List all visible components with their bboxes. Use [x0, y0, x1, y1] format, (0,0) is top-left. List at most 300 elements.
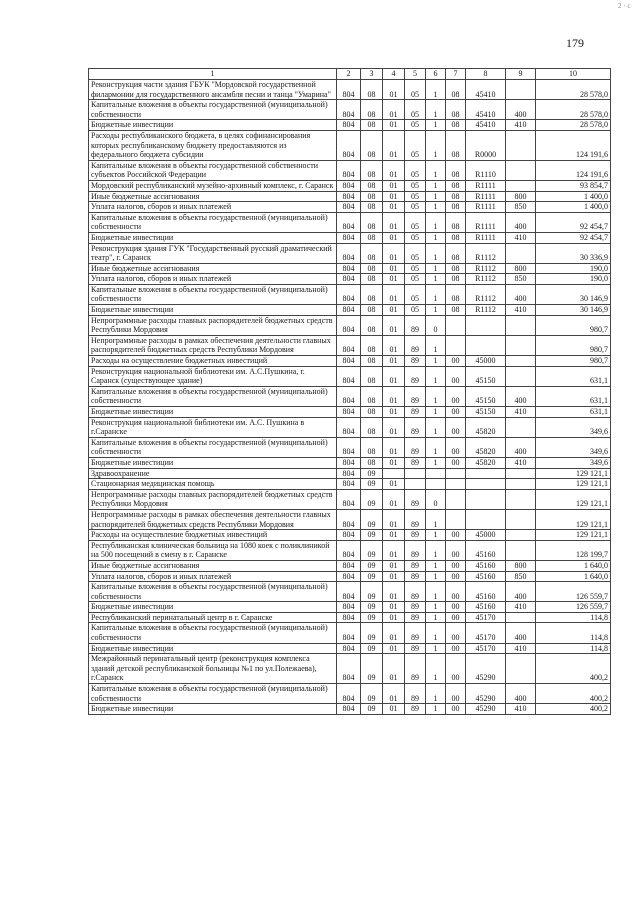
subprogram-code: 1 — [426, 386, 446, 406]
section-code: 08 — [361, 100, 383, 120]
expense-type-code: 400 — [506, 212, 536, 232]
grbs-code: 804 — [337, 530, 361, 541]
section-code: 09 — [361, 602, 383, 613]
program-code: 89 — [405, 704, 426, 715]
subsection-code: 01 — [383, 612, 405, 623]
row-description: Капитальные вложения в объекты государственной (муниципальной) собственности — [89, 212, 337, 232]
amount: 128 199,7 — [536, 540, 611, 560]
section-code: 09 — [361, 509, 383, 529]
direction-code: 08 — [446, 305, 466, 316]
direction-code: 08 — [446, 284, 466, 304]
subprogram-code: 1 — [426, 243, 446, 263]
row-description: Межрайонный перинатальный центр (реконструкция комплекса зданий детской республиканской больницы №1 по ул.Полежаева), г.Саранск — [89, 654, 337, 684]
amount: 114,8 — [536, 623, 611, 643]
expense-type-code — [506, 315, 536, 335]
expense-type-code: 410 — [506, 457, 536, 468]
table-row — [89, 284, 611, 304]
section-code: 08 — [361, 243, 383, 263]
table-row — [89, 612, 611, 623]
target-code: R1111 — [466, 202, 506, 213]
expense-type-code: 410 — [506, 120, 536, 131]
column-header: 10 — [536, 69, 611, 80]
subprogram-code: 1 — [426, 612, 446, 623]
program-code: 89 — [405, 386, 426, 406]
table-row — [89, 366, 611, 386]
program-code: 05 — [405, 191, 426, 202]
grbs-code: 804 — [337, 560, 361, 571]
row-description: Бюджетные инвестиции — [89, 232, 337, 243]
row-description: Расходы на осуществление бюджетных инвестиций — [89, 530, 337, 541]
direction-code: 08 — [446, 191, 466, 202]
program-code: 89 — [405, 654, 426, 684]
expense-type-code: 800 — [506, 263, 536, 274]
table-row — [89, 120, 611, 131]
program-code: 89 — [405, 356, 426, 367]
amount: 190,0 — [536, 263, 611, 274]
row-description: Расходы республиканского бюджета, в целях софинансирования которых республиканскому бюджету предоставляются из федерального бюджета субсидии — [89, 130, 337, 160]
subsection-code: 01 — [383, 530, 405, 541]
subsection-code: 01 — [383, 540, 405, 560]
direction-code: 00 — [446, 704, 466, 715]
subprogram-code: 0 — [426, 489, 446, 509]
subsection-code: 01 — [383, 509, 405, 529]
amount: 129 121,1 — [536, 509, 611, 529]
amount: 129 121,1 — [536, 468, 611, 479]
grbs-code: 804 — [337, 612, 361, 623]
section-code: 09 — [361, 530, 383, 541]
subsection-code: 01 — [383, 120, 405, 131]
row-description: Здравоохранение — [89, 468, 337, 479]
row-description: Уплата налогов, сборов и иных платежей — [89, 571, 337, 582]
subsection-code: 01 — [383, 479, 405, 490]
subsection-code: 01 — [383, 407, 405, 418]
program-code: 05 — [405, 80, 426, 100]
subprogram-code: 1 — [426, 560, 446, 571]
program-code: 89 — [405, 509, 426, 529]
grbs-code: 804 — [337, 202, 361, 213]
grbs-code: 804 — [337, 274, 361, 285]
grbs-code: 804 — [337, 386, 361, 406]
table-row — [89, 417, 611, 437]
program-code: 89 — [405, 582, 426, 602]
target-code — [466, 468, 506, 479]
subprogram-code: 1 — [426, 160, 446, 180]
budget-table — [88, 68, 611, 715]
section-code: 09 — [361, 654, 383, 684]
target-code: 45290 — [466, 704, 506, 715]
expense-type-code: 400 — [506, 284, 536, 304]
row-description: Бюджетные инвестиции — [89, 704, 337, 715]
grbs-code: 804 — [337, 509, 361, 529]
expense-type-code: 410 — [506, 232, 536, 243]
target-code: 45160 — [466, 602, 506, 613]
subprogram-code: 1 — [426, 274, 446, 285]
target-code: 45160 — [466, 540, 506, 560]
program-code: 05 — [405, 180, 426, 191]
program-code: 89 — [405, 571, 426, 582]
target-code: 45820 — [466, 457, 506, 468]
grbs-code: 804 — [337, 160, 361, 180]
expense-type-code: 410 — [506, 305, 536, 316]
expense-type-code: 400 — [506, 684, 536, 704]
row-description: Уплата налогов, сборов и иных платежей — [89, 274, 337, 285]
amount: 129 121,1 — [536, 479, 611, 490]
row-description: Реконструкция части здания ГБУК "Мордовской государственной филармонии для государственного ансамбля песни и танца "Умарина" — [89, 80, 337, 100]
amount: 631,1 — [536, 407, 611, 418]
subprogram-code: 1 — [426, 684, 446, 704]
section-code: 09 — [361, 582, 383, 602]
expense-type-code: 850 — [506, 571, 536, 582]
target-code — [466, 335, 506, 355]
subprogram-code: 1 — [426, 407, 446, 418]
table-row — [89, 623, 611, 643]
row-description: Капитальные вложения в объекты государственной (муниципальной) собственности — [89, 582, 337, 602]
expense-type-code: 400 — [506, 582, 536, 602]
program-code: 05 — [405, 305, 426, 316]
section-code: 09 — [361, 643, 383, 654]
target-code: 45150 — [466, 366, 506, 386]
row-description: Капитальные вложения в объекты государственной собственности субъектов Российской Федерации — [89, 160, 337, 180]
subsection-code: 01 — [383, 602, 405, 613]
row-description: Бюджетные инвестиции — [89, 643, 337, 654]
amount: 114,8 — [536, 643, 611, 654]
expense-type-code — [506, 540, 536, 560]
subsection-code: 01 — [383, 560, 405, 571]
section-code: 09 — [361, 684, 383, 704]
section-code: 08 — [361, 274, 383, 285]
section-code: 08 — [361, 386, 383, 406]
row-description: Капитальные вложения в объекты государственной (муниципальной) собственности — [89, 437, 337, 457]
grbs-code: 804 — [337, 489, 361, 509]
target-code: R1112 — [466, 263, 506, 274]
expense-type-code — [506, 335, 536, 355]
amount: 980,7 — [536, 335, 611, 355]
target-code: R1111 — [466, 212, 506, 232]
target-code — [466, 489, 506, 509]
program-code: 05 — [405, 130, 426, 160]
column-header: 8 — [466, 69, 506, 80]
table-row — [89, 602, 611, 613]
target-code: 45820 — [466, 437, 506, 457]
subprogram-code: 1 — [426, 654, 446, 684]
expense-type-code: 410 — [506, 704, 536, 715]
subprogram-code: 1 — [426, 417, 446, 437]
subsection-code: 01 — [383, 623, 405, 643]
subprogram-code — [426, 468, 446, 479]
target-code: 45170 — [466, 643, 506, 654]
corner-mark: 2 · c — [618, 2, 631, 10]
section-code: 08 — [361, 315, 383, 335]
program-code: 89 — [405, 417, 426, 437]
direction-code: 00 — [446, 457, 466, 468]
program-code: 05 — [405, 202, 426, 213]
grbs-code: 804 — [337, 623, 361, 643]
table-row — [89, 407, 611, 418]
section-code: 08 — [361, 407, 383, 418]
row-description: Иные бюджетные ассигнования — [89, 191, 337, 202]
table-row — [89, 457, 611, 468]
column-header-row — [89, 69, 611, 80]
section-code: 08 — [361, 335, 383, 355]
subsection-code: 01 — [383, 582, 405, 602]
grbs-code: 804 — [337, 407, 361, 418]
table-row — [89, 468, 611, 479]
amount: 1 640,0 — [536, 560, 611, 571]
subsection-code: 01 — [383, 160, 405, 180]
grbs-code: 804 — [337, 284, 361, 304]
subprogram-code: 1 — [426, 212, 446, 232]
grbs-code: 804 — [337, 80, 361, 100]
program-code: 89 — [405, 602, 426, 613]
subsection-code: 01 — [383, 654, 405, 684]
target-code — [466, 509, 506, 529]
target-code: 45160 — [466, 582, 506, 602]
program-code: 05 — [405, 243, 426, 263]
amount: 126 559,7 — [536, 582, 611, 602]
subsection-code: 01 — [383, 704, 405, 715]
section-code: 08 — [361, 180, 383, 191]
subprogram-code: 1 — [426, 366, 446, 386]
expense-type-code: 400 — [506, 437, 536, 457]
target-code: 45410 — [466, 120, 506, 131]
subsection-code: 01 — [383, 335, 405, 355]
section-code: 08 — [361, 284, 383, 304]
direction-code: 00 — [446, 540, 466, 560]
program-code: 89 — [405, 335, 426, 355]
amount: 92 454,7 — [536, 212, 611, 232]
row-description: Капитальные вложения в объекты государственной (муниципальной) собственности — [89, 100, 337, 120]
direction-code: 00 — [446, 560, 466, 571]
column-header: 1 — [89, 69, 337, 80]
section-code: 08 — [361, 457, 383, 468]
subsection-code: 01 — [383, 457, 405, 468]
target-code: R1111 — [466, 191, 506, 202]
subprogram-code: 1 — [426, 335, 446, 355]
amount: 126 559,7 — [536, 602, 611, 613]
target-code: R1112 — [466, 274, 506, 285]
expense-type-code — [506, 530, 536, 541]
table-row — [89, 582, 611, 602]
section-code: 08 — [361, 202, 383, 213]
subprogram-code: 1 — [426, 284, 446, 304]
section-code: 08 — [361, 212, 383, 232]
direction-code: 08 — [446, 130, 466, 160]
row-description: Непрограммные расходы в рамках обеспечения деятельности главных распорядителей бюджетных средств Республики Мордовия — [89, 335, 337, 355]
row-description: Капитальные вложения в объекты государственной (муниципальной) собственности — [89, 386, 337, 406]
subsection-code: 01 — [383, 643, 405, 654]
column-header: 4 — [383, 69, 405, 80]
table-row — [89, 704, 611, 715]
subsection-code: 01 — [383, 684, 405, 704]
subprogram-code: 1 — [426, 571, 446, 582]
target-code: 45290 — [466, 684, 506, 704]
row-description: Иные бюджетные ассигнования — [89, 560, 337, 571]
subsection-code: 01 — [383, 263, 405, 274]
section-code: 09 — [361, 571, 383, 582]
grbs-code: 804 — [337, 479, 361, 490]
expense-type-code: 410 — [506, 407, 536, 418]
target-code: 45410 — [466, 100, 506, 120]
amount: 1 640,0 — [536, 571, 611, 582]
amount: 980,7 — [536, 315, 611, 335]
target-code: 45000 — [466, 530, 506, 541]
grbs-code: 804 — [337, 571, 361, 582]
row-description: Иные бюджетные ассигнования — [89, 263, 337, 274]
amount: 631,1 — [536, 366, 611, 386]
expense-type-code: 410 — [506, 602, 536, 613]
expense-type-code: 800 — [506, 191, 536, 202]
amount: 28 578,0 — [536, 80, 611, 100]
expense-type-code — [506, 366, 536, 386]
section-code: 09 — [361, 560, 383, 571]
subsection-code: 01 — [383, 80, 405, 100]
program-code: 89 — [405, 457, 426, 468]
grbs-code: 804 — [337, 540, 361, 560]
table-row — [89, 479, 611, 490]
section-code: 09 — [361, 623, 383, 643]
program-code: 89 — [405, 437, 426, 457]
program-code: 89 — [405, 684, 426, 704]
program-code: 05 — [405, 232, 426, 243]
grbs-code: 804 — [337, 315, 361, 335]
table-row — [89, 180, 611, 191]
direction-code: 00 — [446, 602, 466, 613]
amount: 400,2 — [536, 654, 611, 684]
table-row — [89, 80, 611, 100]
row-description: Бюджетные инвестиции — [89, 305, 337, 316]
row-description: Бюджетные инвестиции — [89, 407, 337, 418]
expense-type-code — [506, 180, 536, 191]
direction-code: 08 — [446, 120, 466, 131]
table-row — [89, 191, 611, 202]
table-row — [89, 263, 611, 274]
direction-code: 00 — [446, 356, 466, 367]
target-code: R1110 — [466, 160, 506, 180]
grbs-code: 804 — [337, 130, 361, 160]
section-code: 08 — [361, 191, 383, 202]
amount: 124 191,6 — [536, 130, 611, 160]
direction-code: 00 — [446, 643, 466, 654]
direction-code: 08 — [446, 202, 466, 213]
table-row — [89, 100, 611, 120]
program-code: 89 — [405, 560, 426, 571]
direction-code: 00 — [446, 582, 466, 602]
table-row — [89, 202, 611, 213]
subprogram-code: 1 — [426, 191, 446, 202]
target-code: 45000 — [466, 356, 506, 367]
direction-code: 08 — [446, 180, 466, 191]
direction-code: 00 — [446, 386, 466, 406]
table-row — [89, 130, 611, 160]
program-code: 89 — [405, 315, 426, 335]
target-code: R1112 — [466, 305, 506, 316]
table-row — [89, 305, 611, 316]
program-code: 89 — [405, 540, 426, 560]
subsection-code: 01 — [383, 366, 405, 386]
target-code: 45160 — [466, 560, 506, 571]
subprogram-code: 1 — [426, 602, 446, 613]
column-header: 3 — [361, 69, 383, 80]
grbs-code: 804 — [337, 366, 361, 386]
target-code — [466, 315, 506, 335]
row-description: Уплата налогов, сборов и иных платежей — [89, 202, 337, 213]
program-code — [405, 468, 426, 479]
grbs-code: 804 — [337, 100, 361, 120]
section-code: 09 — [361, 489, 383, 509]
target-code: R1111 — [466, 180, 506, 191]
subprogram-code: 1 — [426, 80, 446, 100]
table-row — [89, 571, 611, 582]
subsection-code: 01 — [383, 232, 405, 243]
expense-type-code: 400 — [506, 100, 536, 120]
target-code: 45170 — [466, 623, 506, 643]
expense-type-code — [506, 468, 536, 479]
grbs-code: 804 — [337, 243, 361, 263]
subprogram-code: 1 — [426, 582, 446, 602]
section-code: 08 — [361, 130, 383, 160]
target-code: 45150 — [466, 407, 506, 418]
direction-code: 00 — [446, 623, 466, 643]
subprogram-code — [426, 479, 446, 490]
program-code: 89 — [405, 623, 426, 643]
section-code: 09 — [361, 540, 383, 560]
amount: 30 146,9 — [536, 305, 611, 316]
section-code: 08 — [361, 263, 383, 274]
subprogram-code: 0 — [426, 315, 446, 335]
direction-code: 00 — [446, 612, 466, 623]
section-code: 09 — [361, 479, 383, 490]
direction-code: 08 — [446, 80, 466, 100]
direction-code — [446, 335, 466, 355]
section-code: 08 — [361, 366, 383, 386]
subsection-code: 01 — [383, 212, 405, 232]
direction-code — [446, 489, 466, 509]
table-row — [89, 437, 611, 457]
table-row — [89, 654, 611, 684]
program-code: 89 — [405, 643, 426, 654]
direction-code — [446, 509, 466, 529]
column-header: 9 — [506, 69, 536, 80]
row-description: Непрограммные расходы главных распорядителей бюджетных средств Республики Мордовия — [89, 489, 337, 509]
section-code: 09 — [361, 468, 383, 479]
target-code: 45290 — [466, 654, 506, 684]
grbs-code: 804 — [337, 684, 361, 704]
direction-code: 08 — [446, 232, 466, 243]
grbs-code: 804 — [337, 602, 361, 613]
direction-code: 00 — [446, 366, 466, 386]
expense-type-code: 400 — [506, 386, 536, 406]
expense-type-code — [506, 612, 536, 623]
table-row — [89, 356, 611, 367]
target-code: 45410 — [466, 80, 506, 100]
program-code: 05 — [405, 274, 426, 285]
table-row — [89, 643, 611, 654]
direction-code: 08 — [446, 274, 466, 285]
subprogram-code: 1 — [426, 180, 446, 191]
table-row — [89, 489, 611, 509]
subsection-code: 01 — [383, 305, 405, 316]
program-code: 05 — [405, 284, 426, 304]
grbs-code: 804 — [337, 335, 361, 355]
direction-code: 08 — [446, 243, 466, 263]
amount: 114,8 — [536, 612, 611, 623]
target-code: 45820 — [466, 417, 506, 437]
table-row — [89, 335, 611, 355]
table-row — [89, 509, 611, 529]
subsection-code: 01 — [383, 202, 405, 213]
section-code: 08 — [361, 120, 383, 131]
row-description: Реконструкция здания ГУК "Государственный русский драматический театр", г. Саранск — [89, 243, 337, 263]
